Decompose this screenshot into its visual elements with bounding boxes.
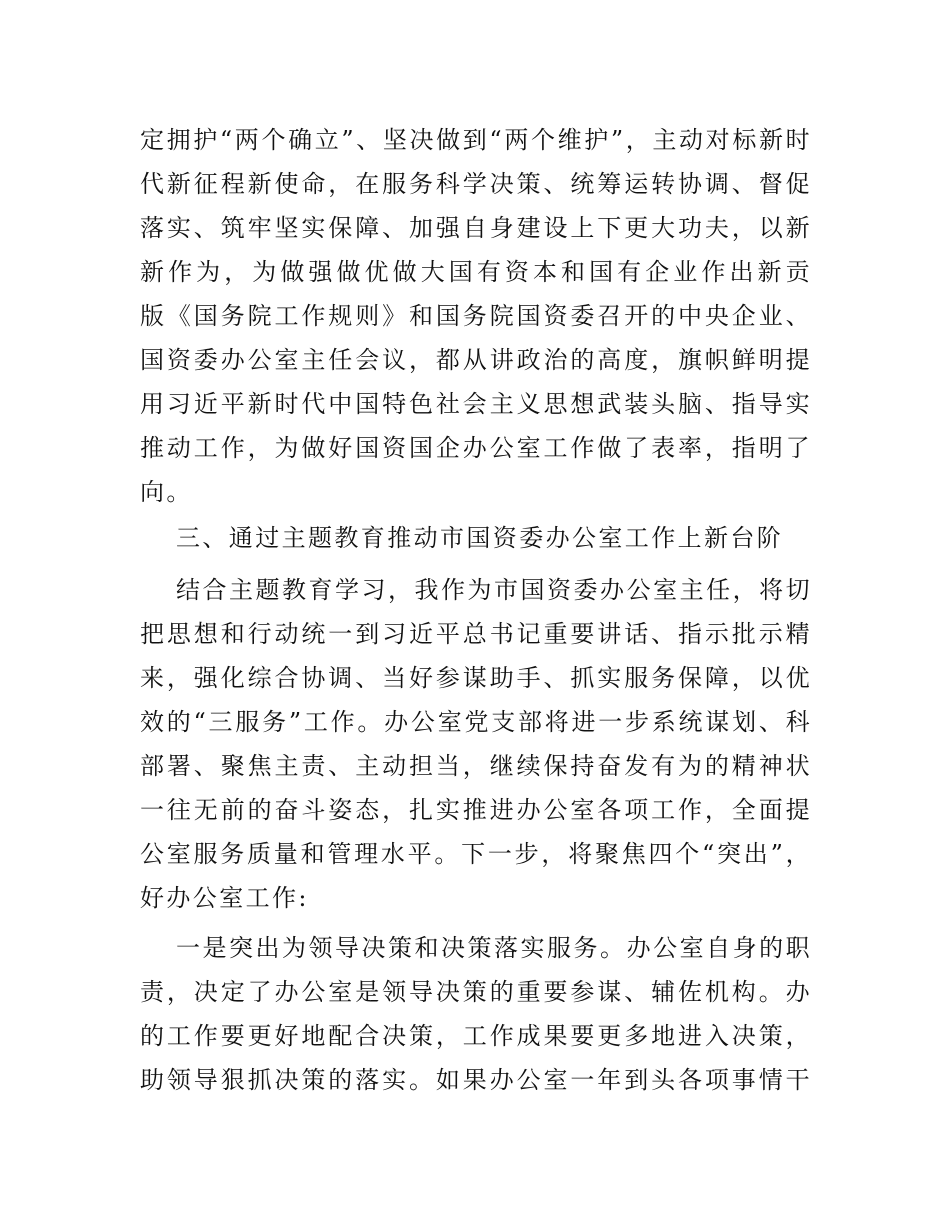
- text-line: 定拥护“两个确立”、坚决做到“两个维护”，主动对标新时: [140, 126, 812, 154]
- text-line: 用习近平新时代中国特色社会主义思想武装头脑、指导实: [140, 390, 812, 418]
- text-line: 代新征程新使命，在服务科学决策、统筹运转协调、督促: [140, 170, 812, 198]
- text-line: 好办公室工作:: [140, 884, 309, 912]
- text-line: 结合主题教育学习，我作为市国资委办公室主任，将切: [176, 576, 812, 604]
- text-line: 向。: [140, 478, 193, 506]
- text-line: 公室服务质量和管理水平。下一步，将聚焦四个“突出”，: [140, 840, 812, 868]
- text-line: 助领导狠抓决策的落实。如果办公室一年到头各项事情干: [140, 1066, 812, 1094]
- text-line: 把思想和行动统一到习近平总书记重要讲话、指示批示精: [140, 620, 812, 648]
- text-line: 国资委办公室主任会议，都从讲政治的高度，旗帜鲜明提: [140, 346, 812, 374]
- text-line: 版《国务院工作规则》和国务院国资委召开的中央企业、: [140, 302, 812, 330]
- text-line: 推动工作，为做好国资国企办公室工作做了表率，指明了: [140, 434, 812, 462]
- text-line: 部署、聚焦主责、主动担当，继续保持奋发有为的精神状: [140, 752, 812, 780]
- text-line: 的工作要更好地配合决策，工作成果要更多地进入决策，: [140, 1022, 812, 1050]
- text-line: 落实、筑牢坚实保障、加强自身建设上下更大功夫，以新: [140, 214, 812, 242]
- text-line: 效的“三服务”工作。办公室党支部将进一步系统谋划、科: [140, 708, 812, 736]
- text-line: 责，决定了办公室是领导决策的重要参谋、辅佐机构。办: [140, 978, 812, 1006]
- text-line: 来，强化综合协调、当好参谋助手、抓实服务保障，以优: [140, 664, 812, 692]
- text-line: 一往无前的奋斗姿态，扎实推进办公室各项工作，全面提: [140, 796, 812, 824]
- text-line: 新作为，为做强做优做大国有资本和国有企业作出新贡: [140, 258, 812, 286]
- section-heading: 三、通过主题教育推动市国资委办公室工作上新台阶: [176, 524, 784, 552]
- text-line: 一是突出为领导决策和决策落实服务。办公室自身的职: [176, 934, 812, 962]
